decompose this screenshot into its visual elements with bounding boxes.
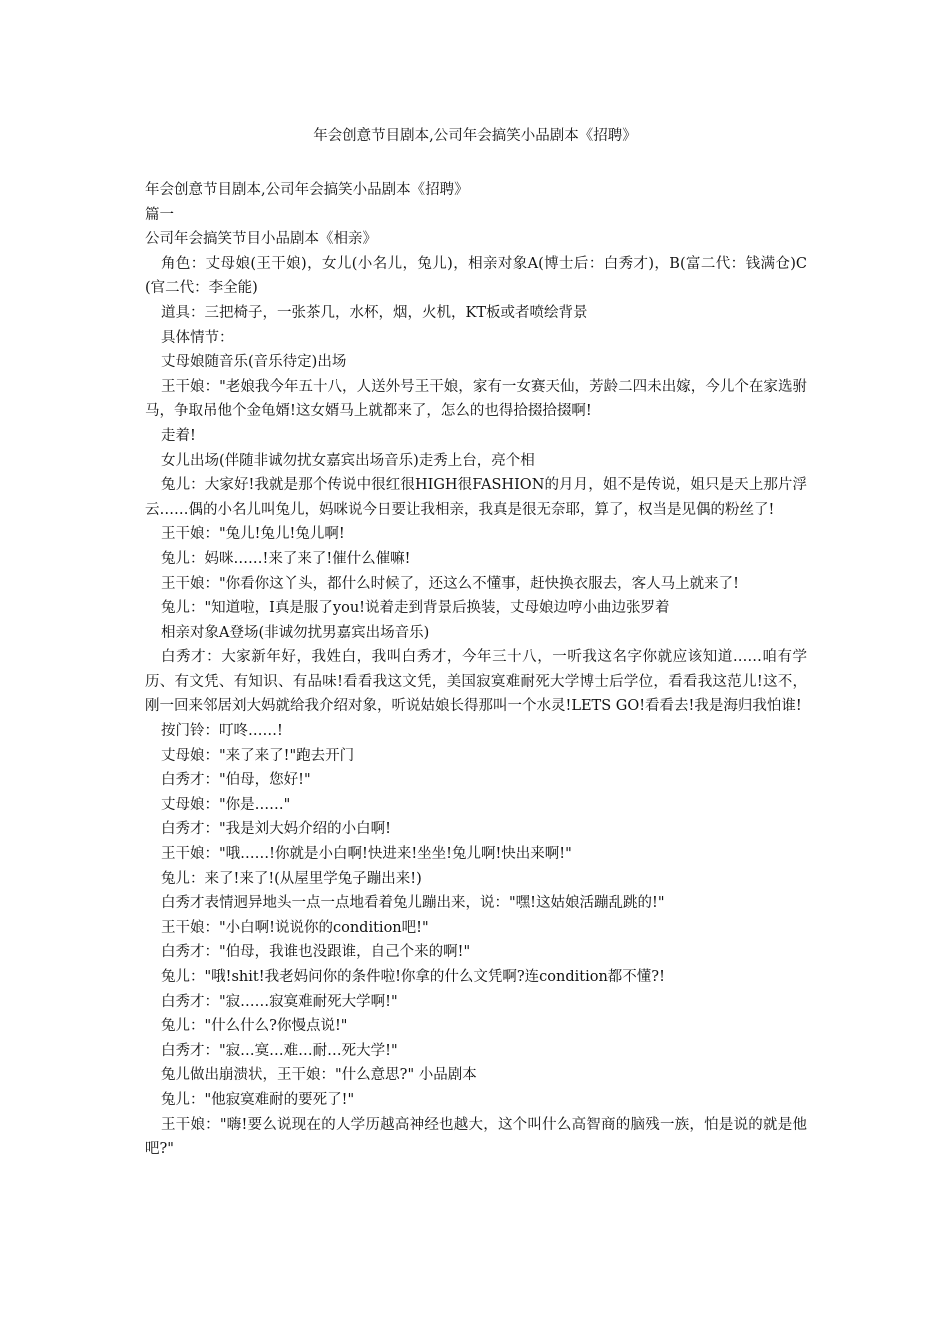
body-paragraph: 兔儿：来了!来了!(从屋里学兔子蹦出来!) bbox=[161, 870, 422, 887]
body-paragraph: 具体情节： bbox=[161, 329, 234, 346]
document-title: 年会创意节目剧本,公司年会搞笑小品剧本《招聘》 bbox=[313, 128, 637, 144]
body-paragraph: 丈母娘："你是……" bbox=[161, 796, 291, 813]
body-paragraph: 篇一 bbox=[145, 206, 174, 223]
body-paragraph: 兔儿：大家好!我就是那个传说中很红很HIGH很FASHION的月月，姐不是传说，姐只是天上那片浮云……偶的小名儿叫兔儿，妈咪说今日要让我相亲，我真是很无奈耶，算了，权当是见偶的粉丝了! bbox=[145, 477, 807, 518]
body-paragraph: 年会创意节目剧本,公司年会搞笑小品剧本《招聘》 bbox=[145, 182, 469, 198]
body-paragraph: 白秀才："我是刘大妈介绍的小白啊! bbox=[161, 821, 391, 838]
body-paragraph: 白秀才："寂……寂寞难耐死大学啊!" bbox=[161, 993, 398, 1010]
body-paragraph: 王干娘："小白啊!说说你的condition吧!" bbox=[161, 919, 429, 936]
body-paragraph: 兔儿："知道啦，I真是服了you!说着走到背景后换装，丈母娘边哼小曲边张罗着 bbox=[161, 600, 670, 617]
body-paragraph: 走着! bbox=[161, 427, 196, 444]
body-paragraph: 丈母娘随音乐(音乐待定)出场 bbox=[161, 354, 347, 371]
body-paragraph: 兔儿："哦!shit!我老妈问你的条件啦!你拿的什么文凭啊?连condition都不懂?! bbox=[161, 969, 665, 985]
body-paragraph: 王干娘："你看你这丫头，都什么时候了，还这么不懂事，赶快换衣服去，客人马上就来了! bbox=[161, 575, 739, 592]
body-paragraph: 王干娘："兔儿!兔儿!兔儿啊! bbox=[161, 526, 345, 543]
body-paragraph: 白秀才："伯母，我谁也没跟谁，自己个来的啊!" bbox=[161, 944, 471, 961]
body-paragraph: 白秀才："寂…寞…难…耐…死大学!" bbox=[161, 1042, 398, 1059]
body-paragraph: 白秀才："伯母，您好!" bbox=[161, 772, 311, 789]
body-paragraph: 兔儿："他寂寞难耐的要死了!" bbox=[161, 1091, 355, 1108]
body-paragraph: 王干娘："哦……!你就是小白啊!快进来!坐坐!兔儿啊!快出来啊!" bbox=[161, 846, 572, 863]
body-paragraph: 王干娘："老娘我今年五十八，人送外号王干娘，家有一女赛天仙，芳龄二四未出嫁，今儿个在家选驸马，争取吊他个金龟婿!这女婿马上就都来了，怎么的也得拾掇拾掇啊! bbox=[145, 378, 807, 420]
body-paragraph: 兔儿：妈咪……!来了来了!催什么催嘛! bbox=[161, 550, 411, 567]
body-paragraph: 白秀才表情迥异地头一点一点地看着兔儿蹦出来，说："嘿!这姑娘活蹦乱跳的!" bbox=[161, 895, 665, 912]
body-paragraph: 女儿出场(伴随非诚勿扰女嘉宾出场音乐)走秀上台，亮个相 bbox=[161, 452, 535, 469]
body-paragraph: 按门铃：叮咚……! bbox=[161, 723, 283, 740]
body-paragraph: 角色：丈母娘(王干娘)，女儿(小名儿，兔儿)，相亲对象A(博士后：白秀才)，B(富二代：钱满仓)C(官二代：李全能) bbox=[145, 255, 807, 297]
body-paragraph: 兔儿做出崩溃状，王干娘："什么意思?" 小品剧本 bbox=[161, 1067, 477, 1084]
body-paragraph: 丈母娘："来了来了!"跑去开门 bbox=[161, 747, 355, 764]
body-paragraph: 王干娘："嗨!要么说现在的人学历越高神经也越大，这个叫什么高智商的脑残一族，怕是说的就是他吧?" bbox=[145, 1116, 807, 1158]
body-paragraph: 公司年会搞笑节目小品剧本《相亲》 bbox=[145, 231, 377, 248]
body-paragraph: 白秀才：大家新年好，我姓白，我叫白秀才，今年三十八，一听我这名字你就应该知道……咱有学历、有文凭、有知识、有品味!看看我这文凭，美国寂寞难耐死大学博士后学位，看看我这范儿!这不，刚一回来邻居刘大妈就给我介绍对象，听说姑娘长得那叫一个水灵!LETS GO!看看去!我是海归我怕谁! bbox=[145, 649, 807, 715]
body-paragraph: 兔儿："什么什么?你慢点说!" bbox=[161, 1018, 348, 1035]
body-paragraph: 相亲对象A登场(非诚勿扰男嘉宾出场音乐) bbox=[161, 624, 430, 641]
body-paragraph: 道具：三把椅子，一张茶几，水杯，烟，火机，KT板或者喷绘背景 bbox=[161, 304, 588, 321]
document-body bbox=[145, 178, 807, 1162]
